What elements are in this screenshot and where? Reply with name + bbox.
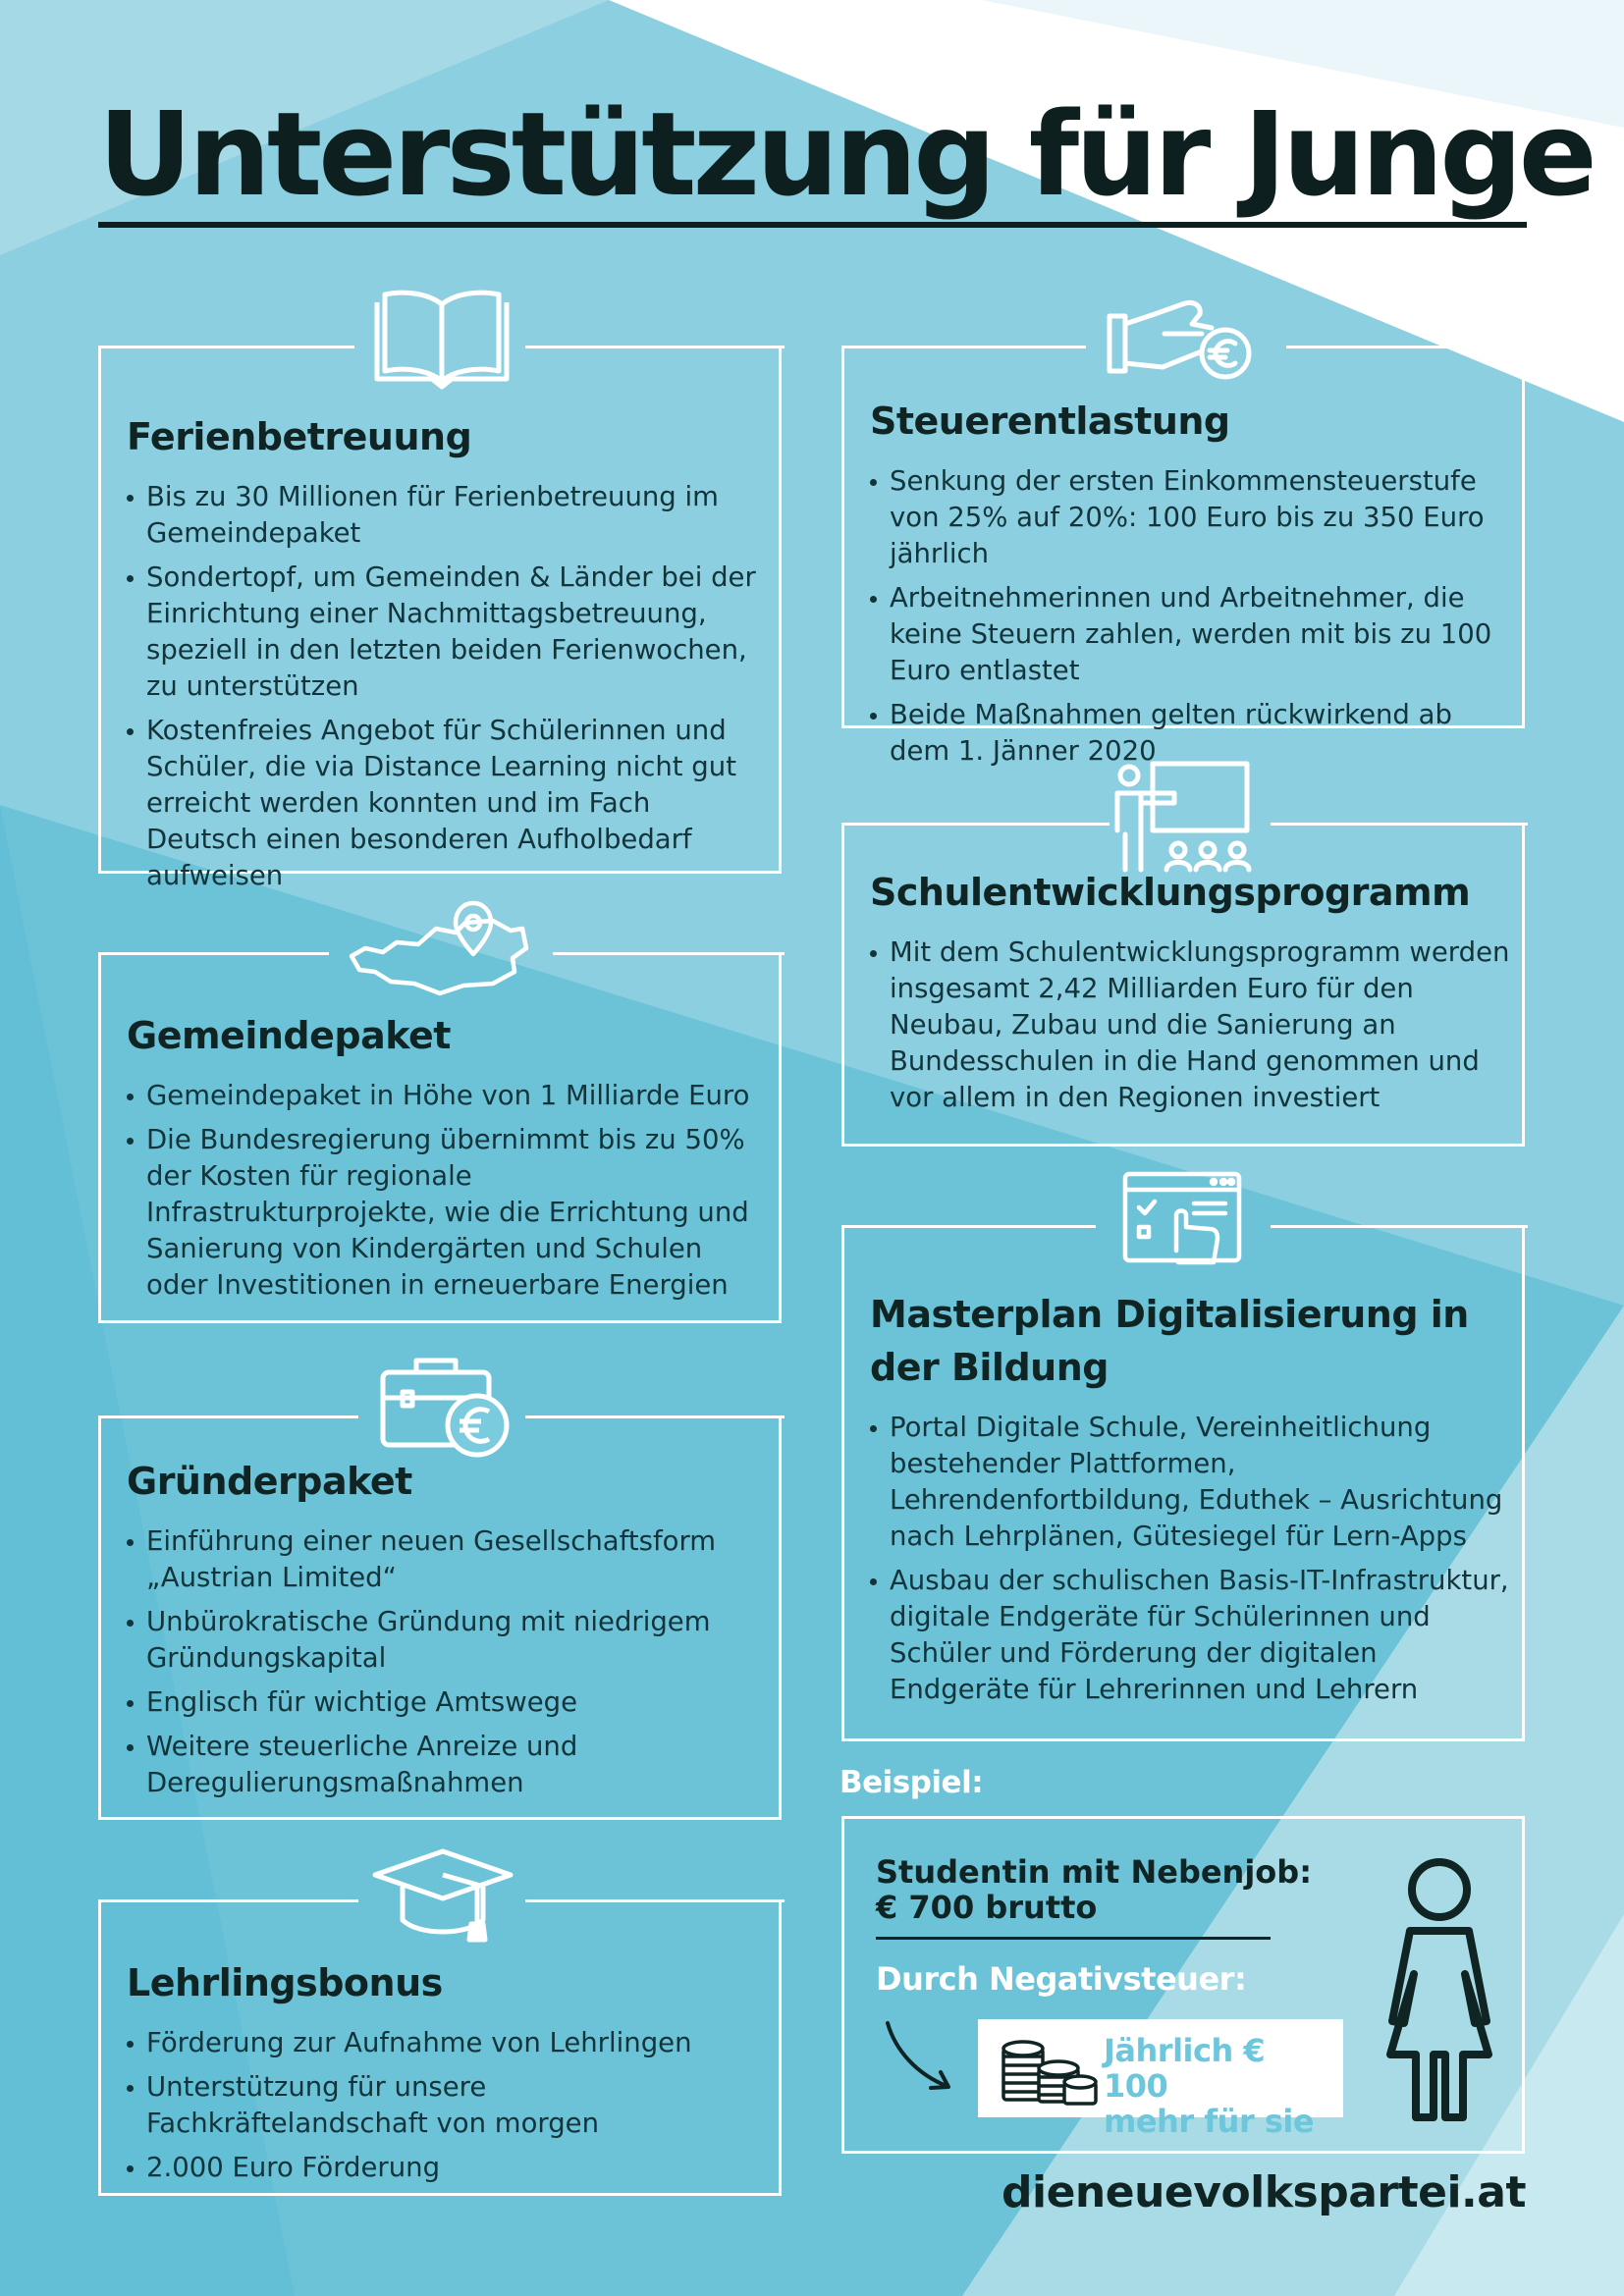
section-heading: Gründerpaket — [127, 1460, 412, 1503]
bullet-item: Unbürokratische Gründung mit niedrigem Gründungskapital — [127, 1604, 765, 1677]
example-label: Beispiel: — [839, 1765, 984, 1800]
bullet-item: Unterstützung für unsere Fachkräftelandschaft von morgen — [127, 2069, 765, 2142]
section-heading: Schulentwicklungsprogramm — [870, 871, 1471, 914]
bullet-item: Bis zu 30 Millionen für Ferienbetreuung im Gemeindepaket — [127, 479, 765, 552]
coin-stack-icon — [996, 2029, 1104, 2108]
bullet-item: Ausbau der schulischen Basis-IT-Infrastruktur, digitale Endgeräte für Schülerinnen und Schüler und Förderung der digitalen Endgeräte für Lehrerinnen und Lehrern — [870, 1563, 1514, 1708]
example-box — [841, 1816, 1525, 2154]
bullet-item: Mit dem Schulentwicklungsprogramm werden insgesamt 2,42 Milliarden Euro für den Neubau, Zubau und die Sanierung an Bundesschulen in die Hand genommen und vor allem in den Regionen investiert — [870, 934, 1514, 1116]
section-heading: Ferienbetreuung — [127, 415, 472, 458]
bullet-item: Die Bundesregierung übernimmt bis zu 50% der Kosten für regionale Infrastrukturprojekte, wie die Errichtung und Sanierung von Kindergärten und Schulen oder Investitionen in erneuerbare Energien — [127, 1122, 765, 1304]
section-heading: Masterplan Digitalisierung in der Bildung — [870, 1293, 1469, 1389]
bullet-item: 2.000 Euro Förderung — [127, 2150, 765, 2186]
bullet-item: Beide Maßnahmen gelten rückwirkend ab dem 1. Jänner 2020 — [870, 697, 1514, 770]
bullet-item: Arbeitnehmerinnen und Arbeitnehmer, die keine Steuern zahlen, werden mit bis zu 100 Euro entlastet — [870, 580, 1514, 689]
section-masterplan-digitalisierung — [841, 1225, 1525, 1741]
result-box — [978, 2019, 1343, 2140]
hand-euro-icon — [1104, 294, 1261, 393]
bullet-item: Kostenfreies Angebot für Schülerinnen und Schüler, die via Distance Learning nicht gut erreicht werden konnten und im Fach Deutsch einen besonderen Aufholbedarf aufweisen — [127, 713, 765, 894]
result-text: Jährlich € 100 mehr für sie — [1104, 2032, 1315, 2140]
bullet-item: Einführung einer neuen Gesellschaftsform „Austrian Limited“ — [127, 1523, 765, 1596]
bullet-item: Portal Digitale Schule, Vereinheitlichung bestehender Plattformen, Lehrendenfortbildung, Eduthek – Ausrichtung nach Lehrplänen, Gütesiegel für Lern-Apps — [870, 1410, 1514, 1555]
section-ferienbetreuung — [98, 346, 782, 891]
teacher-board-icon — [1110, 758, 1257, 876]
section-gemeindepaket — [98, 952, 782, 1323]
bullet-item: Senkung der ersten Einkommensteuerstufe von 25% auf 20%: 100 Euro bis zu 350 Euro jährlich — [870, 463, 1514, 572]
woman-figure-icon — [1371, 1854, 1508, 2129]
bullet-item: Englisch für wichtige Amtswege — [127, 1684, 765, 1721]
briefcase-euro-icon — [377, 1353, 514, 1470]
austria-map-pin-icon — [346, 899, 532, 1007]
bullet-item: Weitere steuerliche Anreize und Deregulierungsmaßnahmen — [127, 1729, 765, 1801]
example-divider — [876, 1937, 1271, 1940]
section-heading: Steuerentlastung — [870, 400, 1230, 443]
example-person-line1: Studentin mit Nebenjob: — [876, 1853, 1312, 1891]
section-gruenderpaket — [98, 1415, 782, 1820]
bullet-item: Förderung zur Aufnahme von Lehrlingen — [127, 2025, 765, 2061]
example-person-line2: € 700 brutto — [876, 1889, 1098, 1926]
page-title: Unterstützung für Junge — [98, 86, 1594, 222]
graduation-cap-icon — [369, 1842, 516, 1949]
bullet-item: Gemeindepaket in Höhe von 1 Milliarde Euro — [127, 1078, 765, 1114]
negative-tax-label: Durch Negativsteuer: — [876, 1960, 1247, 1998]
browser-touch-icon — [1119, 1168, 1247, 1266]
footer-website[interactable]: dieneuevolkspartei.at — [1001, 2167, 1526, 2217]
bullet-item: Sondertopf, um Gemeinden & Länder bei der Einrichtung einer Nachmittagsbetreuung, speziell in den letzten beiden Ferienwochen, zu unterstützen — [127, 560, 765, 705]
section-heading: Lehrlingsbonus — [127, 1961, 443, 2004]
title-underline — [98, 222, 1527, 228]
section-steuerentlastung — [841, 346, 1525, 767]
open-book-icon — [373, 285, 511, 393]
section-heading: Gemeindepaket — [127, 1014, 451, 1057]
curved-arrow-icon — [882, 2017, 960, 2096]
